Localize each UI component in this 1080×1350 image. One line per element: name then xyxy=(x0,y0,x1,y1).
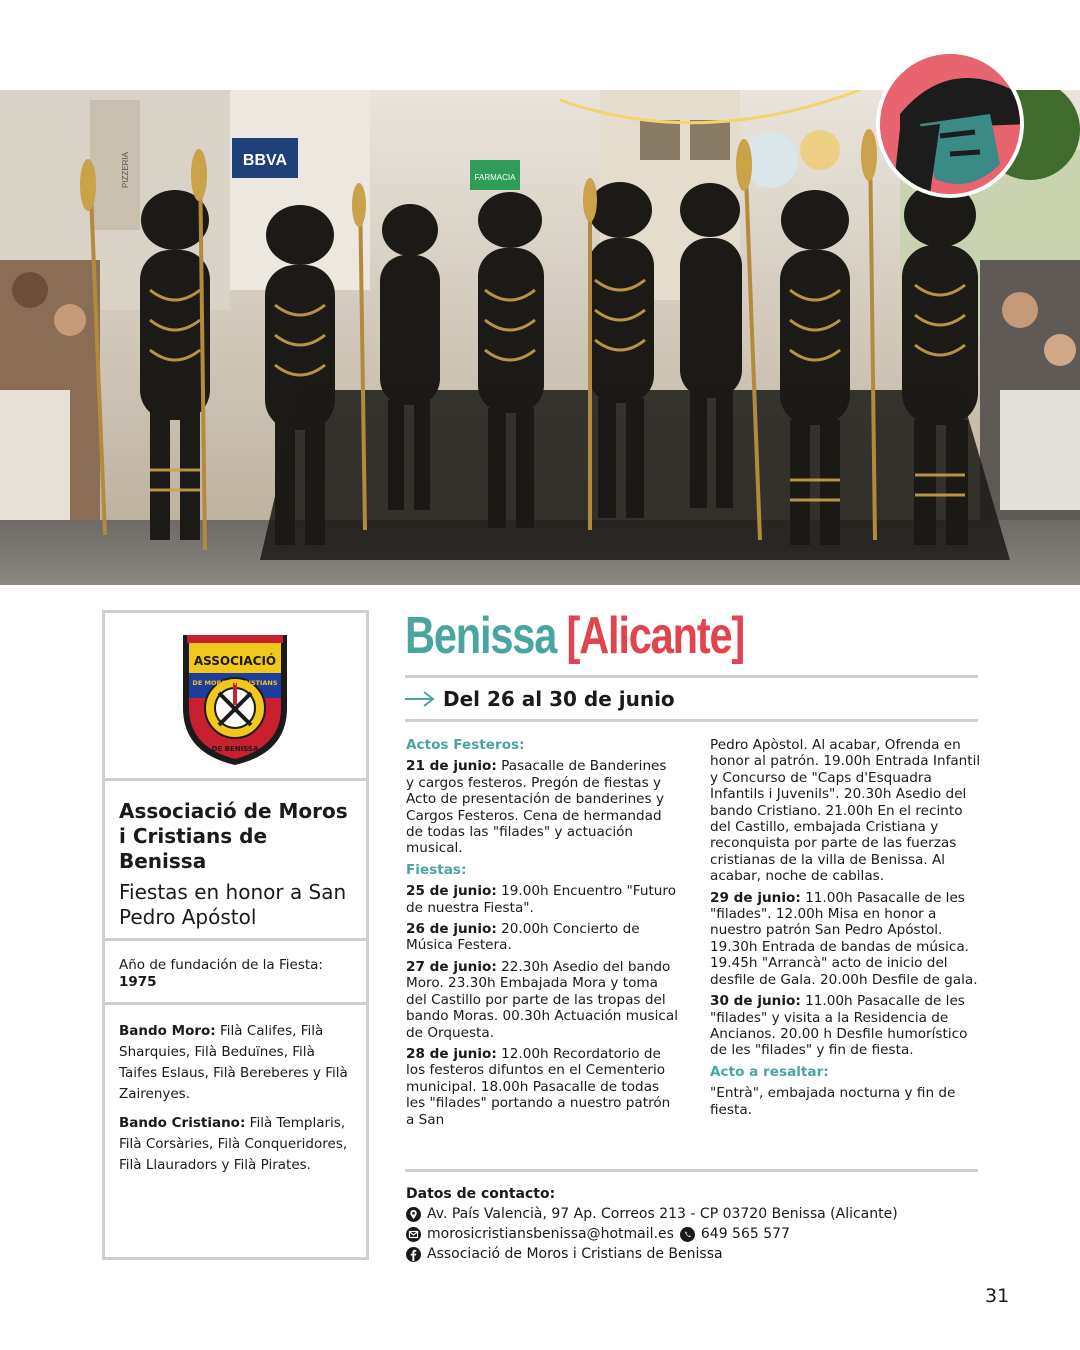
event-text: 12.00h Recordatorio de los festeros difuntos en el Cementerio municipal. 18.00h Pasacalle de todas les "filades" portando a nuestro patrón a San xyxy=(406,1045,671,1128)
location-icon xyxy=(406,1207,421,1222)
title-town: Benissa xyxy=(405,607,557,665)
event-text: 11.00h Pasacalle de les "filades". 12.00h Misa en honor a nuestro patrón San Pedro Apóstol. 19.30h Entrada de bandas de música. 19.45h "Arrancà" acto de inicio del desfile de Gala. 20.00h Desfile de gala. xyxy=(710,889,978,988)
event-date: 27 de junio: xyxy=(406,958,497,975)
event-text: 20.00h Concierto de Música Festera. xyxy=(406,921,640,954)
contact-email-row xyxy=(406,1224,898,1244)
logo-cell xyxy=(105,613,366,781)
contact-email[interactable]: morosicristiansbenissa@hotmail.es xyxy=(427,1226,674,1242)
year-value: 1975 xyxy=(119,974,157,990)
event-date: 21 de junio: xyxy=(406,758,497,775)
contact-facebook-row xyxy=(406,1244,898,1264)
logo-text-mid: DE MOROS I CRISTIANS xyxy=(192,679,278,687)
event-text: 22.30h Asedio del bando Moro. 23.30h Embajada Mora y toma del Castillo por parte de las tropas del bando Moras. 00.30h Actuación musical de Orquesta. xyxy=(406,958,678,1041)
event-date: 25 de junio: xyxy=(406,883,497,900)
pharmacy-sign: FARMACIA xyxy=(474,173,516,182)
event-date: 29 de junio: xyxy=(710,889,801,906)
bandos-cell xyxy=(105,1005,366,1184)
bando-cristiano-text: Filà Templaris, Filà Corsàries, Filà Conqueridores, Filà Llauradors y Filà Pirates. xyxy=(119,1115,348,1173)
festero-badge xyxy=(876,50,1024,198)
program-column-2 xyxy=(710,737,982,1123)
divider-top xyxy=(405,675,978,678)
bbva-sign: BBVA xyxy=(242,152,288,169)
event-date: 26 de junio: xyxy=(406,921,497,938)
section-acto-resaltar: Acto a resaltar: xyxy=(710,1063,829,1080)
info-panel xyxy=(102,610,369,1260)
contact-address-row xyxy=(406,1204,898,1224)
association-cell xyxy=(105,781,366,941)
pizzeria-sign: PIZZERIA xyxy=(121,151,130,189)
association-subtitle: Fiestas en honor a San Pedro Apóstol xyxy=(119,880,347,929)
event-date: 28 de junio: xyxy=(406,1045,497,1062)
year-label: Año de fundación de la Fiesta: xyxy=(119,957,323,973)
bando-moro xyxy=(119,1021,356,1105)
email-icon xyxy=(406,1227,421,1242)
bando-cristiano xyxy=(119,1113,356,1176)
bando-cristiano-label: Bando Cristiano: xyxy=(119,1115,246,1131)
event-21-junio xyxy=(406,758,678,856)
whatsapp-icon xyxy=(680,1227,695,1242)
dates-text: Del 26 al 30 de junio xyxy=(443,687,675,711)
event-26-junio xyxy=(406,921,678,954)
contact-facebook[interactable]: Associació de Moros i Cristians de Benissa xyxy=(427,1246,723,1262)
contact-block xyxy=(406,1184,898,1264)
logo-text-top: ASSOCIACIÓ xyxy=(193,654,277,668)
founding-year-cell xyxy=(105,941,366,1005)
bando-moro-text: Filà Califes, Filà Sharquies, Filà Beduïnes, Filà Taifes Eslaus, Filà Bereberes y Filà Zairenyes. xyxy=(119,1023,348,1102)
contact-address: Av. País Valencià, 97 Ap. Correos 213 - CP 03720 Benissa (Alicante) xyxy=(427,1206,898,1222)
event-date: 30 de junio: xyxy=(710,993,801,1010)
logo-text-bottom: DE BENISSA xyxy=(211,745,259,753)
divider-mid xyxy=(405,719,978,722)
dates-row xyxy=(405,683,675,715)
arrow-right-icon xyxy=(405,691,435,707)
event-28-junio-cont: Pedro Apòstol. Al acabar, Ofrenda en honor al patrón. 19.00h Entrada Infantil y Concurso de "Caps d'Esquadra Infantils i Juvenils". 20.30h Asedio del bando Cristiano. 21.00h En el recinto del Castillo, embajada Cristiana y reconquista por parte de las fuerzas cristianas de la villa de Benissa. Al acabar, noche de cabilas. xyxy=(710,737,981,885)
event-28-junio xyxy=(406,1046,678,1128)
association-logo xyxy=(105,613,366,781)
highlight-text: "Entrà", embajada nocturna y fin de fiesta. xyxy=(710,1085,956,1118)
page-title: Benissa [Alicante] xyxy=(405,607,745,665)
divider-bottom xyxy=(405,1169,978,1172)
association-name: Associació de Moros i Cristians de Benissa xyxy=(119,799,348,873)
section-fiestas: Fiestas: xyxy=(406,861,467,878)
event-text: Pasacalle de Banderines y cargos festeros. Pregón de fiestas y Acto de presentación de banderines y Cargos Festeros. Cena de hermandad de todas las "filades" y actuación musical. xyxy=(406,758,667,857)
page-number: 31 xyxy=(985,1285,1010,1307)
event-30-junio xyxy=(710,993,982,1059)
program-column-1 xyxy=(406,737,678,1133)
event-27-junio xyxy=(406,959,678,1041)
title-province: Alicante xyxy=(579,607,732,665)
event-text: 19.00h Encuentro "Futuro de nuestra Fiesta". xyxy=(406,883,677,916)
section-actos-festeros: Actos Festeros: xyxy=(406,737,525,753)
event-text: 11.00h Pasacalle de les "filades" y visita a la Residencia de Ancianos. 20.00 h Desfile humorístico de les "filades" y fin de fiesta. xyxy=(710,993,968,1059)
bando-moro-label: Bando Moro: xyxy=(119,1023,216,1039)
event-29-junio xyxy=(710,890,982,988)
contact-label: Datos de contacto: xyxy=(406,1186,556,1202)
contact-phone[interactable]: 649 565 577 xyxy=(700,1226,790,1242)
facebook-icon xyxy=(406,1247,421,1262)
event-25-junio xyxy=(406,883,678,916)
